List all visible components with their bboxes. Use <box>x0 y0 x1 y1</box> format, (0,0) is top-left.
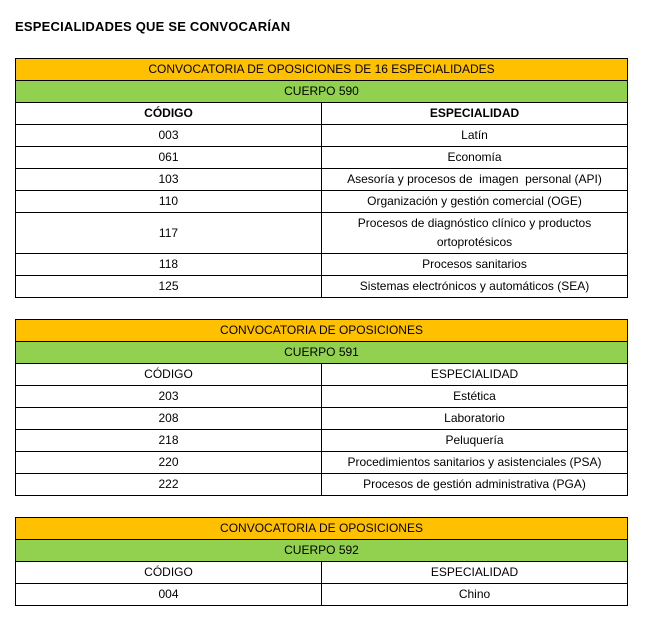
especialidad-cell: Chino <box>322 584 628 606</box>
column-header-row <box>16 364 628 386</box>
especialidad-cell: Asesoría y procesos de imagen personal (API) <box>322 169 628 191</box>
cuerpo-banner: CUERPO 590 <box>16 81 628 103</box>
banner-row <box>16 518 628 540</box>
especialidad-cell: Economía <box>322 147 628 169</box>
codigo-header: CÓDIGO <box>16 562 322 584</box>
especialidad-cell: Estética <box>322 386 628 408</box>
especialidad-header: ESPECIALIDAD <box>322 364 628 386</box>
codigo-header: CÓDIGO <box>16 364 322 386</box>
convocatoria-table-592 <box>15 517 628 606</box>
codigo-cell: 208 <box>16 408 322 430</box>
table-banner: CONVOCATORIA DE OPOSICIONES <box>16 518 628 540</box>
codigo-cell: 061 <box>16 147 322 169</box>
codigo-cell: 004 <box>16 584 322 606</box>
table-row <box>16 474 628 496</box>
codigo-cell: 103 <box>16 169 322 191</box>
especialidad-header: ESPECIALIDAD <box>322 103 628 125</box>
especialidad-cell: Procesos sanitarios <box>322 254 628 276</box>
codigo-header: CÓDIGO <box>16 103 322 125</box>
especialidad-cell: Peluquería <box>322 430 628 452</box>
especialidad-cell: Sistemas electrónicos y automáticos (SEA) <box>322 276 628 298</box>
convocatoria-table-590 <box>15 58 628 298</box>
codigo-cell: 118 <box>16 254 322 276</box>
codigo-cell: 117 <box>16 213 322 254</box>
table-row <box>16 254 628 276</box>
document-title: ESPECIALIDADES QUE SE CONVOCARÍAN <box>15 19 291 34</box>
banner-row <box>16 59 628 81</box>
table-row <box>16 147 628 169</box>
table-row <box>16 213 628 254</box>
especialidad-cell: Latín <box>322 125 628 147</box>
especialidad-cell: Procesos de gestión administrativa (PGA) <box>322 474 628 496</box>
table-row <box>16 169 628 191</box>
table-row <box>16 386 628 408</box>
table-row <box>16 452 628 474</box>
table-banner: CONVOCATORIA DE OPOSICIONES DE 16 ESPECIALIDADES <box>16 59 628 81</box>
codigo-cell: 220 <box>16 452 322 474</box>
especialidad-header: ESPECIALIDAD <box>322 562 628 584</box>
codigo-cell: 218 <box>16 430 322 452</box>
table-row <box>16 430 628 452</box>
table-banner: CONVOCATORIA DE OPOSICIONES <box>16 320 628 342</box>
table-row <box>16 276 628 298</box>
table-row <box>16 125 628 147</box>
column-header-row <box>16 103 628 125</box>
codigo-cell: 125 <box>16 276 322 298</box>
table-row <box>16 408 628 430</box>
table-row <box>16 584 628 606</box>
convocatoria-table-591 <box>15 319 628 496</box>
banner-row <box>16 320 628 342</box>
especialidad-cell: Organización y gestión comercial (OGE) <box>322 191 628 213</box>
cuerpo-row <box>16 81 628 103</box>
especialidad-cell: Laboratorio <box>322 408 628 430</box>
codigo-cell: 110 <box>16 191 322 213</box>
table-row <box>16 191 628 213</box>
cuerpo-row <box>16 342 628 364</box>
cuerpo-banner: CUERPO 591 <box>16 342 628 364</box>
column-header-row <box>16 562 628 584</box>
especialidad-cell: Procesos de diagnóstico clínico y productos ortoprotésicos <box>322 213 628 254</box>
especialidad-cell: Procedimientos sanitarios y asistenciales (PSA) <box>322 452 628 474</box>
codigo-cell: 203 <box>16 386 322 408</box>
codigo-cell: 003 <box>16 125 322 147</box>
codigo-cell: 222 <box>16 474 322 496</box>
cuerpo-row <box>16 540 628 562</box>
cuerpo-banner: CUERPO 592 <box>16 540 628 562</box>
